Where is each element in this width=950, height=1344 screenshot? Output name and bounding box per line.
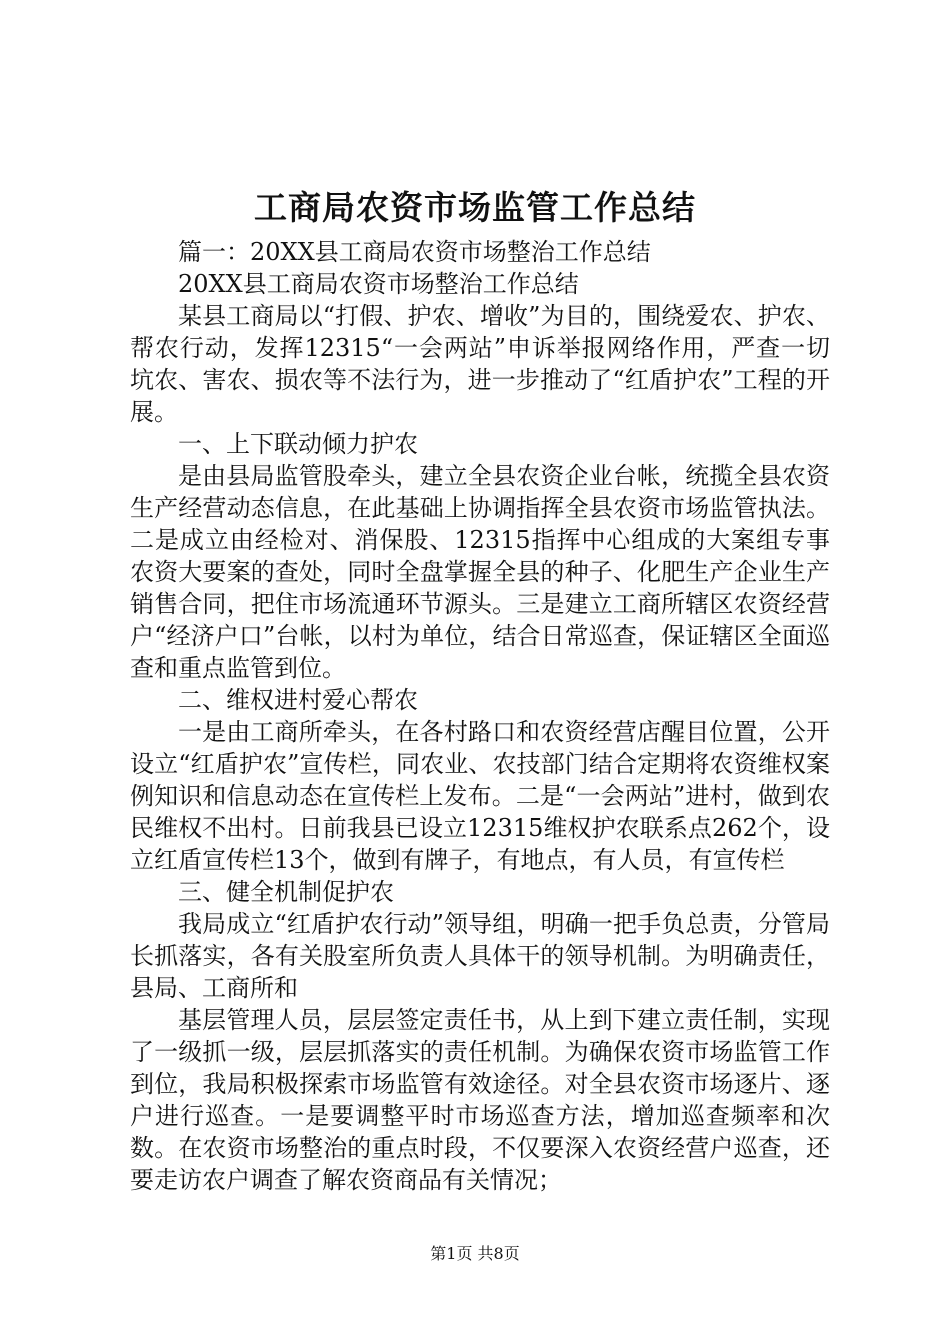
paragraph-subtitle: 20XX县工商局农资市场整治工作总结 [178, 270, 579, 298]
paragraph-section-2: 一是由工商所牵头，在各村路口和农资经营店醒目位置，公开设立“红盾护农”宣传栏，同农业、农技部门结合定期将农资维权案例知识和信息动态在宣传栏上发布。二是“一会两站”进村，做到农民维权不出村。日前我县已设立12315维权护农联系点262个，设立红盾宣传栏13个，做到有牌子，有地点，有人员，有宣传栏 [130, 718, 830, 874]
paragraph-section-3: 我局成立“红盾护农行动”领导组，明确一把手负总责，分管局长抓落实，各有关股室所负责人具体干的领导机制。为明确责任，县局、工商所和 [130, 910, 830, 1002]
section-heading-1: 一、上下联动倾力护农 [178, 430, 418, 458]
document-body [130, 236, 830, 1196]
section-heading-2: 二、维权进村爱心帮农 [178, 686, 418, 714]
document-title: 工商局农资市场监管工作总结 [254, 188, 696, 227]
paragraph-section-3-continued: 基层管理人员，层层签定责任书，从上到下建立责任制，实现了一级抓一级，层层抓落实的责任机制。为确保农资市场监管工作到位，我局积极探索市场监管有效途径。对全县农资市场逐片、逐户进行巡查。一是要调整平时市场巡查方法，增加巡查频率和次数。在农资市场整治的重点时段，不仅要深入农资经营户巡查，还要走访农户调查了解农资商品有关情况； [130, 1006, 830, 1194]
paragraph-intro: 某县工商局以“打假、护农、增收”为目的，围绕爱农、护农、帮农行动，发挥12315“一会两站”申诉举报网络作用，严查一切坑农、害农、损农等不法行为，进一步推动了“红盾护农”工程的开展。 [130, 302, 830, 426]
paragraph-section-1: 是由县局监管股牵头，建立全县农资企业台帐，统揽全县农资生产经营动态信息，在此基础上协调指挥全县农资市场监管执法。二是成立由经检对、消保股、12315指挥中心组成的大案组专事农资大要案的查处，同时全盘掌握全县的种子、化肥生产企业生产销售合同，把住市场流通环节源头。三是建立工商所辖区农资经营户“经济户口”台帐，以村为单位，结合日常巡查，保证辖区全面巡查和重点监管到位。 [130, 462, 830, 682]
section-heading-3: 三、健全机制促护农 [178, 878, 394, 906]
paragraph-chapter-heading: 篇一：20XX县工商局农资市场整治工作总结 [178, 238, 651, 266]
page-number-footer: 第1页 共8页 [430, 1244, 520, 1263]
